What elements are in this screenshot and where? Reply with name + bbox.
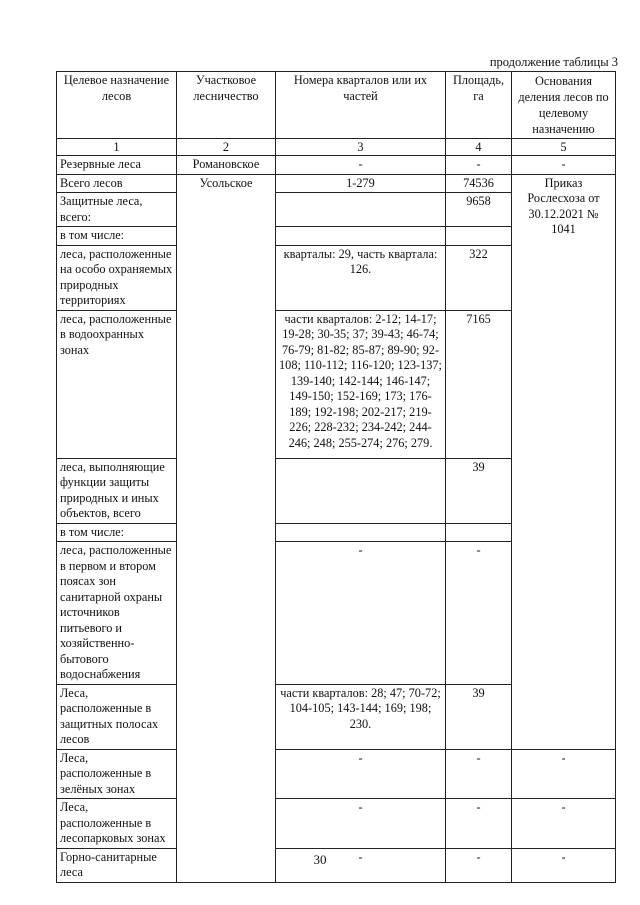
area-cell: 322 bbox=[446, 245, 512, 310]
purpose-cell: Леса, расположенные в зелёных зонах bbox=[57, 749, 177, 799]
basis-cell: - bbox=[512, 848, 616, 882]
purpose-cell: леса, расположенные в первом и втором поясах зон санитарной охраны источников питьевого и хозяйственно-бытового водоснабжения bbox=[57, 542, 177, 685]
table-row bbox=[57, 156, 616, 175]
quarters-cell: - bbox=[276, 542, 446, 685]
district-cell: Усольское bbox=[177, 174, 276, 882]
header-area: Площадь, га bbox=[446, 72, 512, 139]
purpose-cell: Леса, расположенные в защитных полосах лесов bbox=[57, 684, 177, 749]
page-number: 30 bbox=[313, 852, 327, 867]
basis-cell: - bbox=[512, 799, 616, 849]
purpose-cell: в том числе: bbox=[57, 523, 177, 542]
area-cell bbox=[446, 523, 512, 542]
quarters-cell bbox=[276, 523, 446, 542]
table-continuation-label: продолжение таблицы 3 bbox=[489, 55, 618, 69]
district-cell: Романовское bbox=[177, 156, 276, 175]
purpose-cell: Горно-санитарные леса bbox=[57, 848, 177, 882]
quarters-cell: - bbox=[276, 799, 446, 849]
purpose-cell: леса, расположенные на особо охраняемых природных территориях bbox=[57, 245, 177, 310]
basis-cell: - bbox=[512, 749, 616, 799]
area-cell: 39 bbox=[446, 684, 512, 749]
purpose-cell: леса, расположенные в водоохранных зонах bbox=[57, 310, 177, 458]
quarters-cell bbox=[276, 227, 446, 246]
quarters-cell: кварталы: 29, часть квартала: 126. bbox=[276, 245, 446, 310]
quarters-cell: - bbox=[276, 749, 446, 799]
area-cell: 39 bbox=[446, 458, 512, 523]
quarters-cell: - bbox=[276, 848, 446, 882]
area-cell: 74536 bbox=[446, 174, 512, 193]
purpose-cell: Резервные леса bbox=[57, 156, 177, 175]
col-number: 3 bbox=[276, 139, 446, 156]
table-row bbox=[57, 174, 616, 193]
purpose-cell: Защитные леса, всего: bbox=[57, 193, 177, 227]
area-cell: 9658 bbox=[446, 193, 512, 227]
quarters-cell bbox=[276, 458, 446, 523]
header-district: Участковое лесничество bbox=[177, 72, 276, 139]
purpose-cell: в том числе: bbox=[57, 227, 177, 246]
table-row bbox=[57, 749, 616, 799]
area-cell bbox=[446, 227, 512, 246]
col-number: 5 bbox=[512, 139, 616, 156]
col-number: 4 bbox=[446, 139, 512, 156]
area-cell: - bbox=[446, 848, 512, 882]
purpose-cell: леса, выполняющие функции защиты природных и иных объектов, всего bbox=[57, 458, 177, 523]
col-number: 2 bbox=[177, 139, 276, 156]
area-cell: - bbox=[446, 542, 512, 685]
purpose-cell: Всего лесов bbox=[57, 174, 177, 193]
area-cell: - bbox=[446, 799, 512, 849]
table-row bbox=[57, 799, 616, 849]
area-cell: 7165 bbox=[446, 310, 512, 458]
area-cell: - bbox=[446, 749, 512, 799]
header-basis: Основания деления лесов по целевому назначению bbox=[512, 72, 616, 139]
quarters-cell: - bbox=[276, 156, 446, 175]
table-header-row bbox=[57, 72, 616, 139]
header-purpose: Целевое назначение лесов bbox=[57, 72, 177, 139]
quarters-cell bbox=[276, 193, 446, 227]
column-number-row bbox=[57, 139, 616, 156]
area-cell: - bbox=[446, 156, 512, 175]
header-quarters: Номера кварталов или их частей bbox=[276, 72, 446, 139]
col-number: 1 bbox=[57, 139, 177, 156]
forest-purpose-table bbox=[56, 71, 616, 883]
purpose-cell: Леса, расположенные в лесопарковых зонах bbox=[57, 799, 177, 849]
basis-cell: Приказ Рослесхоза от 30.12.2021 № 1041 bbox=[512, 174, 616, 749]
quarters-cell: части кварталов: 2-12; 14-17; 19-28; 30-35; 37; 39-43; 46-74; 76-79; 81-82; 85-87; 89-90; 92-108; 110-112; 116-120; 123-137; 139-140; 142-144; 146-147; 149-150; 152-169; 173; 176-189; 192-198; 202-217; 219-226; 228-232; 234-242; 244-246; 248; 255-274; 276; 279. bbox=[276, 310, 446, 458]
quarters-cell: 1-279 bbox=[276, 174, 446, 193]
quarters-cell: части кварталов: 28; 47; 70-72; 104-105; 143-144; 169; 198; 230. bbox=[276, 684, 446, 749]
basis-cell: - bbox=[512, 156, 616, 175]
